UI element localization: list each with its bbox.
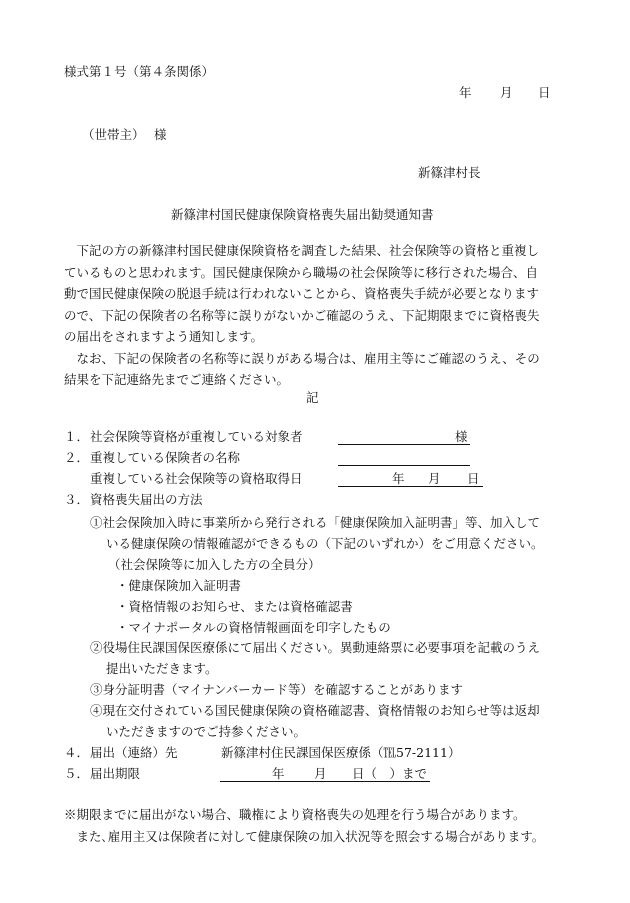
note-line-2: また､雇用主又は保険者に対して健康保険の加入状況等を照会する場合があります。 [64,829,545,844]
bullet-item: ・資格情報のお知らせ、または資格確認書 [116,599,353,614]
body-line: ので、下記の保険者の名称等に誤りがないかご確認のうえ、下記期限までに資格喪失 [64,307,540,323]
acquisition-month-label: 月 [428,471,441,486]
contact-office: 新篠津村住民課国保医療係（℡57-2111） [221,745,461,760]
item-2-number: ２． [64,450,90,465]
acquisition-date-field[interactable] [338,472,483,487]
addressee-honorific: 様 [154,127,167,142]
item-3-sub1-line2: いる健康保険の情報確認ができるもの（下記のいずれか）をご用意ください。 [106,536,544,551]
form-number: 様式第１号（第４条関係） [64,64,215,79]
body-paragraph [64,240,564,391]
body-line: 動で国民健康保険の脱退手続は行われないことから、資格喪失手続が必要となります [64,286,540,301]
note-line-1: ※期限までに届出がない場合、職権により資格喪失の処理を行う場合があります。 [64,807,526,822]
acquisition-year-label: 年 [392,471,405,486]
body-line: 下記の方の新篠津村国民健康保険資格を調査した結果、社会保険等の資格と重複し [64,243,540,258]
item-5-label: 届出期限 [90,766,141,781]
deadline-year-label: 年 [272,766,285,781]
item-3-sub4-line2: いただきますのでご持参ください。 [106,724,307,739]
insurer-name-field[interactable] [338,451,470,466]
item-2b-label: 重複している社会保険等の資格取得日 [90,471,303,486]
document-title: 新篠津村国民健康保険資格喪失届出勧奨通知書 [171,207,434,222]
date-day-label: 日 [538,85,551,100]
item-4-number: ４． [64,745,90,760]
date-month-label: 月 [500,85,513,100]
body-line: なお、下記の保険者の名称等に誤りがある場合は、雇用主等にご確認のうえ、その [64,350,540,366]
item-3-sub1-note: （社会保険等に加入した方の全員分） [108,557,321,572]
item-3-number: ３． [64,492,90,507]
item-3-sub2-line2: 提出いただきます。 [106,661,218,676]
sender-name: 新篠津村長 [418,165,481,180]
ki-heading: 記 [306,390,319,405]
item-4-label: 届出（連絡）先 [90,745,178,760]
item-5-number: ５． [64,766,90,781]
item-3-sub1-line1: ①社会保険加入時に事業所から発行される「健康保険加入証明書」等、加入して [90,515,541,530]
deadline-month-label: 月 [314,766,327,781]
bullet-item: ・健康保険加入証明書 [116,578,242,593]
bullet-item: ・マイナポータルの資格情報画面を印字したもの [116,620,391,635]
item-1-honorific: 様 [455,429,468,444]
acquisition-day-label: 日 [467,471,480,486]
householder-label: （世帯主） [82,127,145,142]
item-2-label: 重複している保険者の名称 [90,450,241,465]
body-line: 結果を下記連絡先までご連絡ください。 [64,372,290,387]
date-year-label: 年 [459,85,472,100]
item-1-label: 社会保険等資格が重複している対象者 [90,429,303,444]
item-3-sub4-line1: ④現在交付されている国民健康保険の資格確認書、資格情報のお知らせ等は返却 [90,703,540,718]
item-3-sub2-line1: ②役場住民課国保医療係にて届出ください。異動連絡票に必要事項を記載のうえ [90,640,541,655]
item-3-sub3: ③身分証明書（マイナンバーカード等）を確認することがあります [90,682,464,697]
item-3-label: 資格喪失届出の方法 [90,492,203,507]
body-line: ているものと思われます。国民健康保険から職場の社会保険等に移行された場合、自 [64,264,539,280]
target-person-field[interactable] [338,430,470,445]
deadline-day-label: 日（ ）まで [352,766,428,781]
body-line: の届出をされますよう通知します。 [64,329,264,344]
item-1-number: １． [64,429,90,444]
